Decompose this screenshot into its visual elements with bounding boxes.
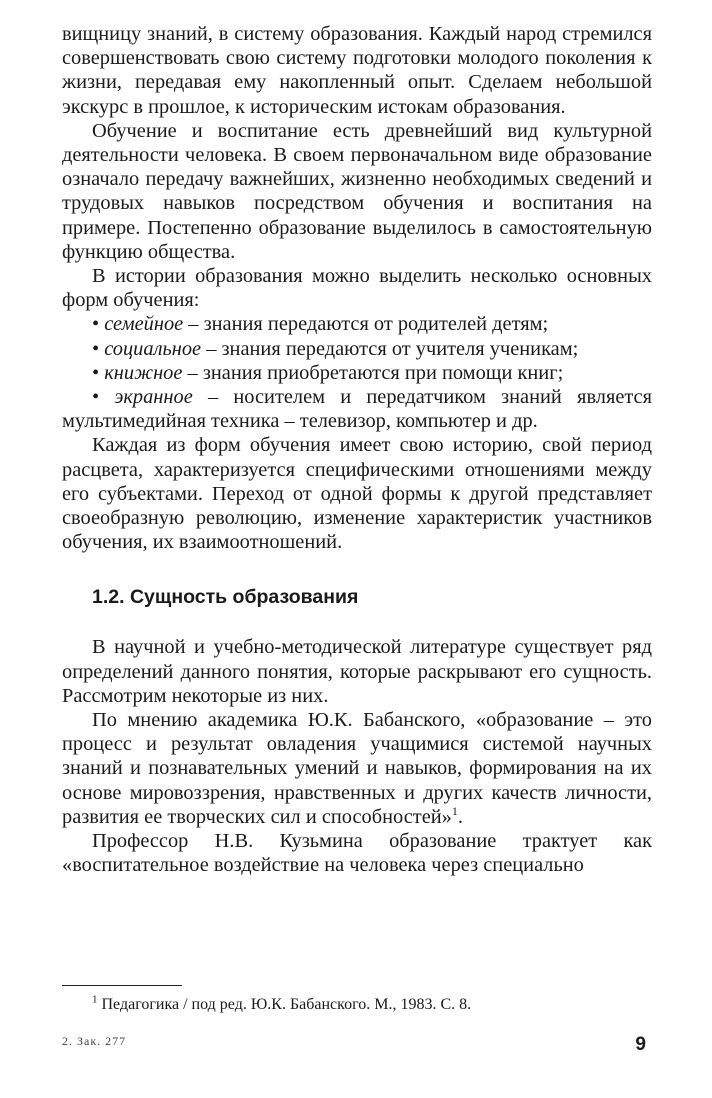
list-item — [62, 385, 652, 433]
bullet-icon: • — [92, 386, 100, 409]
section-heading: 1.2. Сущность образования — [92, 586, 359, 609]
form-description: – знания передаются от учителя ученикам; — [201, 337, 579, 360]
footnote-divider — [62, 985, 182, 986]
bullet-icon: • — [92, 361, 100, 384]
paragraph-forms-history: Каждая из форм обучения имеет свою историю, свой период расцвета, характеризуется специфическими отношениями между его субъектами. Переход от одной формы к другой представляет своеобразную революцию, изменение характеристик участников обучения, их взаимоотношений. — [62, 434, 652, 554]
paragraph-forms-intro: В истории образования можно выделить несколько основных форм обучения: — [62, 265, 652, 312]
page-number: 9 — [635, 1034, 646, 1055]
form-term: экранное — [114, 386, 193, 409]
babansky-quote-text: По мнению академика Ю.К. Бабанского, «образование – это процесс и результат овладения учащимися системой научных знаний и познавательных умений и навыков, формирования на их основе мировоззрения, нравственных и других качеств личности, развития ее творческих сил и способностей» — [62, 709, 652, 828]
list-item — [62, 337, 652, 361]
list-item — [62, 361, 652, 385]
paragraph-definitions-intro: В научной и учебно-методической литературе существует ряд определений данного понятия, которые раскрывают его сущность. Рассмотрим некоторые из них. — [62, 636, 652, 707]
forms-list — [62, 312, 652, 433]
form-description: – знания приобретаются при помощи книг; — [182, 361, 564, 384]
printer-signature: 2. Зак. 277 — [62, 1034, 127, 1048]
bullet-icon: • — [92, 313, 100, 336]
form-description: – знания передаются от родителей детям; — [183, 313, 549, 336]
paragraph-babansky-quote: По мнению академика Ю.К. Бабанского, «образование – это процесс и результат овладения учащимися системой научных знаний и познавательных умений и навыков, формирования на их основе мировоззрения, нравственных и других качеств личности, развития ее творческих сил и способностей»$^1$. — [62, 709, 652, 828]
paragraph-kuzmina: Профессор Н.В. Кузьмина образование трактует как «воспитательное воздействие на человека через специально — [62, 830, 652, 877]
form-term: семейное — [104, 313, 184, 336]
footnote-text: Педагогика / под ред. Ю.К. Бабанского. М., 1983. С. 8. — [97, 996, 472, 1013]
form-term: социальное — [104, 337, 202, 360]
footnote-mark: 1 — [92, 993, 98, 1006]
page-body — [62, 22, 652, 878]
bullet-icon: • — [92, 337, 100, 360]
paragraph-ancient-activity: Обучение и воспитание есть древнейший вид культурной деятельности человека. В своем первоначальном виде образование означало передачу важнейших, жизненно необходимых сведений и трудовых навыков посредством обучения и воспитания на примере. Постепенно образование выделилось в самостоятельную функцию общества. — [62, 119, 652, 263]
paragraph-intro-continued: вищницу знаний, в систему образования. Каждый народ стремился совершенствовать свою систему подготовки молодого поколения к жизни, передавая ему накопленный опыт. Сделаем небольшой экскурс в прошлое, к историческим истокам образования. — [62, 23, 652, 118]
form-description: – носителем и передатчиком знаний является мультимедийная техника – телевизор, компьютер и др. — [62, 386, 652, 433]
list-item — [62, 312, 652, 336]
form-term: книжное — [104, 361, 183, 384]
footnote — [92, 995, 471, 1015]
footnote-reference[interactable]: 1 — [451, 804, 458, 819]
